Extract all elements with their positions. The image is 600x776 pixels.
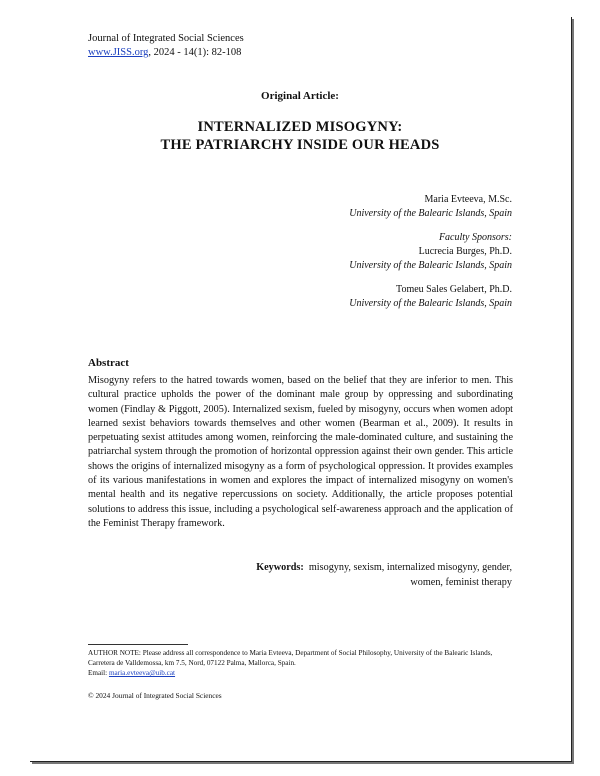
- author-2-affiliation: University of the Balearic Islands, Spain: [349, 260, 512, 271]
- article-title: [0, 118, 600, 154]
- keywords-line-2: women, feminist therapy: [410, 577, 512, 588]
- copyright: © 2024 Journal of Integrated Social Sciences: [88, 691, 222, 700]
- title-line-2: THE PATRIARCHY INSIDE OUR HEADS: [160, 137, 440, 153]
- footnote-divider: [88, 644, 188, 645]
- journal-name: Journal of Integrated Social Sciences: [88, 33, 244, 44]
- keywords-line-1: misogyny, sexism, internalized misogyny, gender,: [308, 562, 512, 573]
- author-1-name: Maria Evteeva, M.Sc.: [424, 194, 512, 205]
- faculty-sponsors-label: Faculty Sponsors:: [438, 232, 512, 243]
- author-3-name: Tomeu Sales Gelabert, Ph.D.: [396, 284, 512, 295]
- author-3-affiliation: University of the Balearic Islands, Spain: [349, 298, 512, 309]
- author-1-affiliation: University of the Balearic Islands, Spain: [349, 208, 512, 219]
- abstract-text: Misogyny refers to the hatred towards women, based on the belief that they are inferior to men. This cultural practice upholds the power of the dominant male group by oppressing and subordinating women (Findlay & Piggott, 2005). Internalized sexism, fueled by misogyny, occurs when women adopt learned sexist behaviors towards themselves and other women (Bearman et al., 2009). It results in perpetuating sexist attitudes among women, reinforcing the male-dominated culture, and sustaining the patriarchal system through the promotion of horizontal oppression against their own gender. This article shows the origins of internalized misogyny as a form of psychological oppression. It provides examples of its various manifestations in women and explores the impact of internalized misogyny on women's mental health and its negative repercussions on society. Additionally, the article proposes potential solutions to address this issue, including a psychological self-awareness approach and the application of the Feminist Therapy framework.: [88, 375, 513, 529]
- keywords-label: Keywords:: [256, 562, 304, 573]
- email-link[interactable]: maria.evteeva@uib.cat: [108, 669, 176, 677]
- author-note: [88, 648, 516, 678]
- author-2-name: Lucrecia Burges, Ph.D.: [418, 246, 512, 257]
- keywords: [212, 560, 512, 590]
- author-note-text: AUTHOR NOTE: Please address all correspondence to Maria Evteeva, Department of Social Philosophy, University of the Balearic Islands, Carretera de Valldemossa, km 7.5, Nord, 07122 Palma, Mallorca, Spain.: [88, 649, 493, 667]
- email-label: Email:: [88, 669, 109, 677]
- article-type: Original Article:: [261, 90, 339, 102]
- abstract-heading: Abstract: [88, 357, 129, 369]
- journal-header: [88, 32, 244, 60]
- journal-citation: , 2024 - 14(1): 82-108: [148, 47, 242, 58]
- title-line-1: INTERNALIZED MISOGYNY:: [197, 119, 403, 135]
- journal-citation-line: [88, 46, 244, 60]
- journal-link[interactable]: www.JISS.org: [88, 47, 149, 58]
- author-block: [349, 193, 512, 311]
